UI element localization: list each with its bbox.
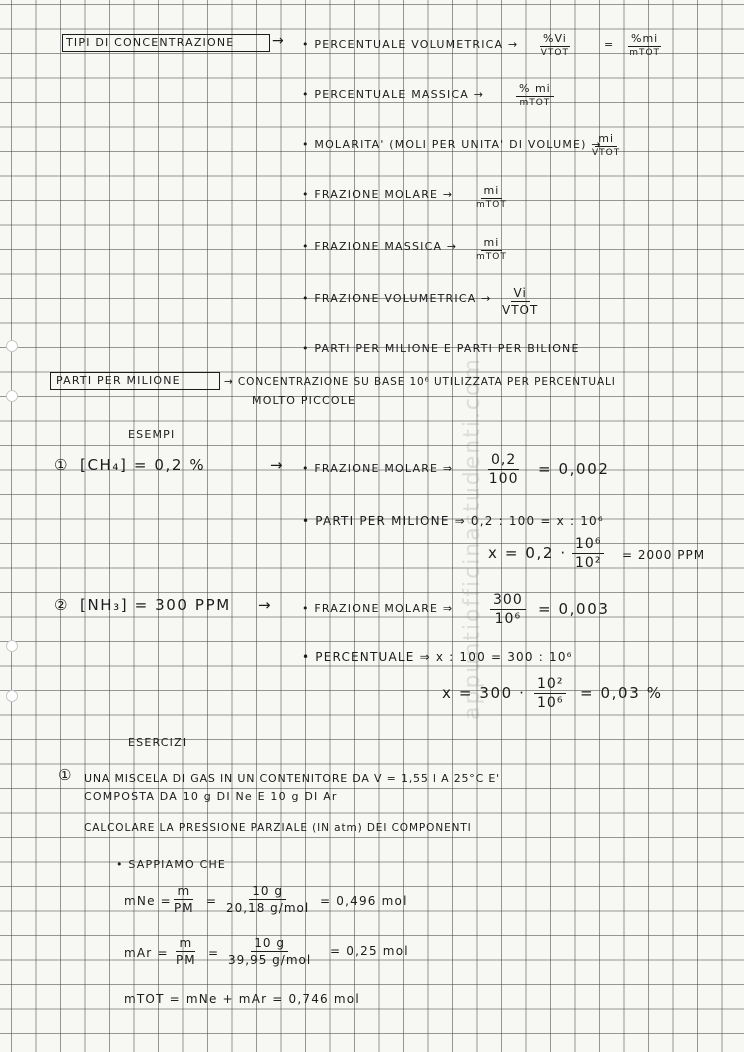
binder-hole bbox=[6, 390, 18, 402]
binder-hole bbox=[6, 640, 18, 652]
ppm-title: PARTI PER MILIONE bbox=[56, 374, 181, 387]
examples-title: ESEMPI bbox=[128, 428, 176, 441]
ppm-definition-cont: MOLTO PICCOLE bbox=[252, 394, 357, 407]
binder-hole bbox=[6, 340, 18, 352]
section-title: TIPI DI CONCENTRAZIONE bbox=[66, 36, 235, 49]
exercises-title: ESERCIZI bbox=[128, 736, 188, 749]
binder-hole bbox=[6, 690, 18, 702]
title-arrow: → bbox=[272, 33, 284, 49]
calc-total: mTOT = mNe + mAr = 0,746 mol bbox=[124, 992, 360, 1006]
watermark: appuntiofficinastudenti.com bbox=[460, 357, 485, 720]
ppm-definition: → CONCENTRAZIONE SU BASE 10⁶ UTILIZZATA PER PERCENTUALI bbox=[224, 376, 616, 388]
